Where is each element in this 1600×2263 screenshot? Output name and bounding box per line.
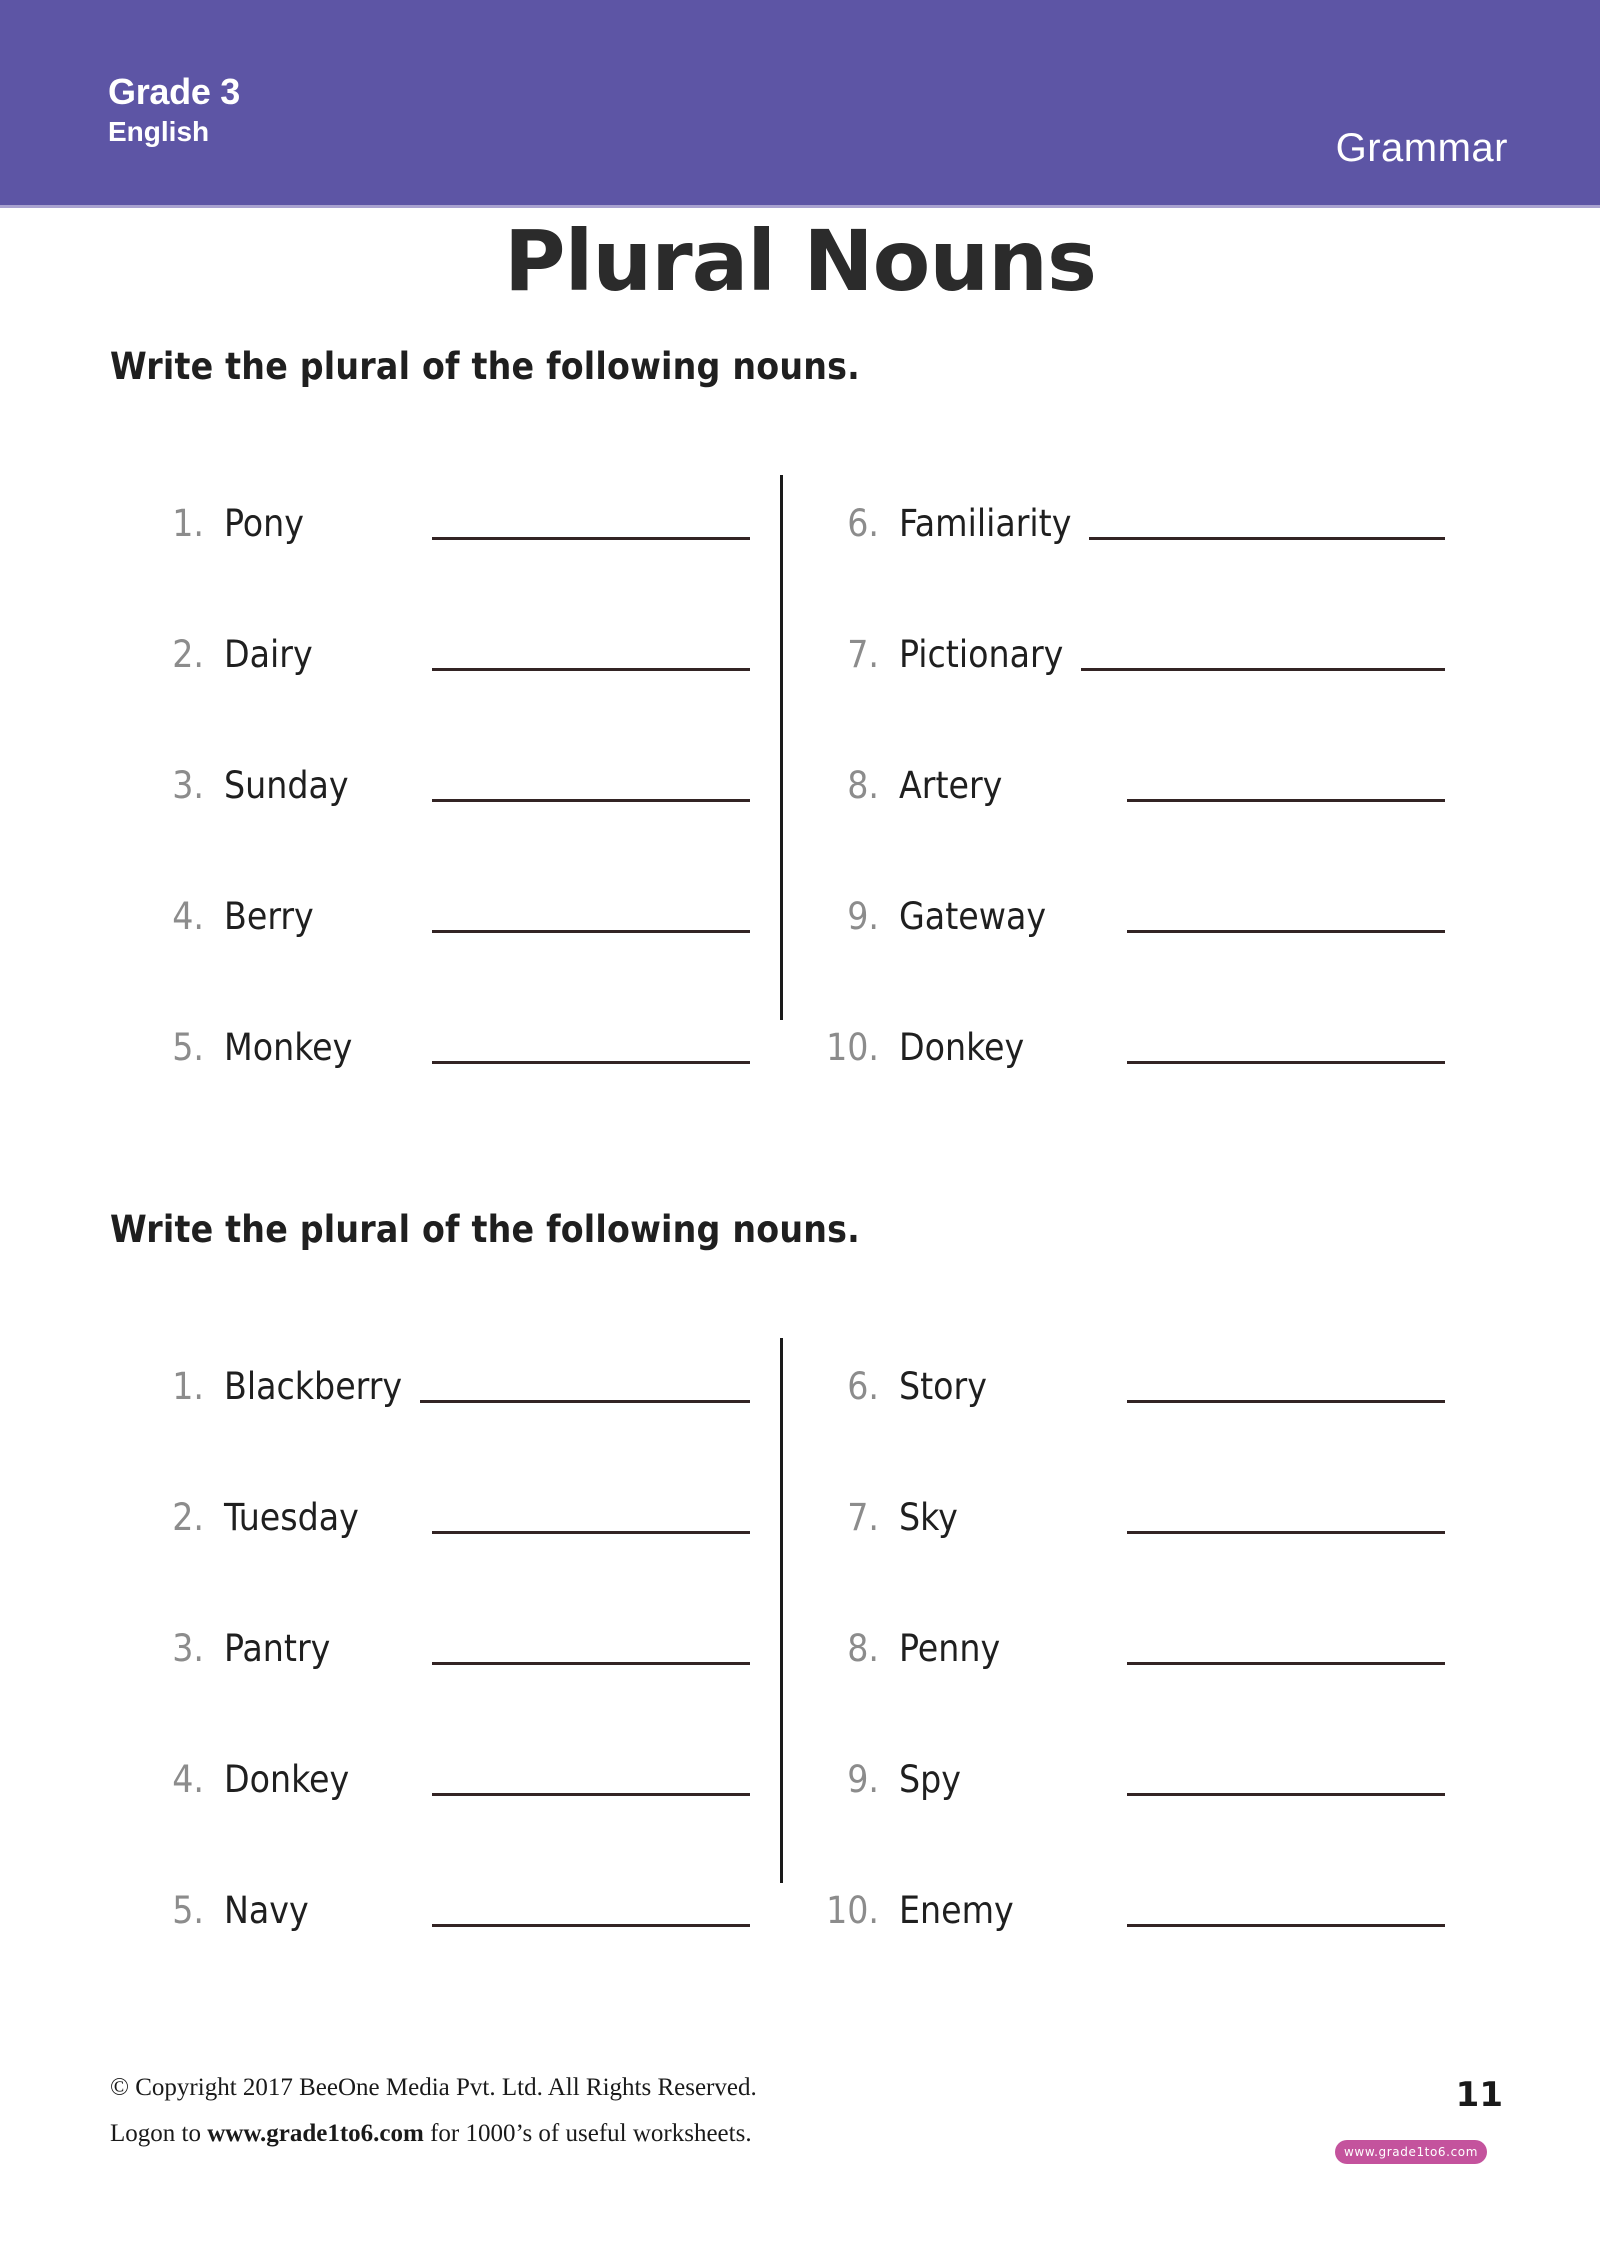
exercise-2-instruction: Write the plural of the following nouns. bbox=[110, 1208, 860, 1251]
question-row bbox=[805, 941, 1445, 1072]
answer-blank-line[interactable] bbox=[1127, 1061, 1445, 1064]
question-row bbox=[805, 679, 1445, 810]
question-word: Story bbox=[899, 1365, 987, 1408]
question-word: Donkey bbox=[899, 1026, 1025, 1069]
question-row bbox=[130, 417, 750, 548]
answer-blank-line[interactable] bbox=[432, 799, 750, 802]
question-number: 10. bbox=[826, 1889, 879, 1932]
question-number: 9. bbox=[847, 1758, 879, 1801]
question-row bbox=[130, 548, 750, 679]
question-number: 4. bbox=[172, 1758, 204, 1801]
answer-blank-line[interactable] bbox=[420, 1400, 750, 1403]
question-number: 5. bbox=[172, 1889, 204, 1932]
question-row bbox=[130, 679, 750, 810]
answer-blank-line[interactable] bbox=[432, 1793, 750, 1796]
footer-copyright-line: © Copyright 2017 BeeOne Media Pvt. Ltd. All Rights Reserved. bbox=[110, 2074, 757, 2101]
question-number: 8. bbox=[847, 764, 879, 807]
question-word: Berry bbox=[224, 895, 314, 938]
question-row bbox=[805, 1542, 1445, 1673]
answer-blank-line[interactable] bbox=[1127, 1793, 1445, 1796]
question-word: Navy bbox=[224, 1889, 309, 1932]
question-row bbox=[805, 417, 1445, 548]
answer-blank-line[interactable] bbox=[1089, 537, 1445, 540]
question-row bbox=[805, 810, 1445, 941]
question-number: 5. bbox=[172, 1026, 204, 1069]
question-word: Donkey bbox=[224, 1758, 350, 1801]
page-number: 11 bbox=[1455, 2075, 1503, 2115]
question-word: Artery bbox=[899, 764, 1003, 807]
answer-blank-line[interactable] bbox=[432, 1924, 750, 1927]
footer-copyright-block bbox=[110, 2065, 757, 2158]
answer-blank-line[interactable] bbox=[1127, 1924, 1445, 1927]
question-word: Gateway bbox=[899, 895, 1047, 938]
question-number: 9. bbox=[847, 895, 879, 938]
question-number: 8. bbox=[847, 1627, 879, 1670]
site-badge[interactable] bbox=[1335, 2140, 1487, 2164]
question-row bbox=[805, 1280, 1445, 1411]
question-number: 2. bbox=[172, 633, 204, 676]
exercise-2-left-column bbox=[130, 1280, 750, 1935]
answer-blank-line[interactable] bbox=[1081, 668, 1445, 671]
question-word: Spy bbox=[899, 1758, 961, 1801]
question-row bbox=[130, 941, 750, 1072]
question-row bbox=[130, 1804, 750, 1935]
header-grade-label: Grade 3 bbox=[108, 71, 240, 112]
question-row bbox=[130, 1542, 750, 1673]
question-number: 7. bbox=[847, 1496, 879, 1539]
exercise-1-column-divider bbox=[780, 475, 783, 1020]
page-title: Plural Nouns bbox=[504, 212, 1096, 310]
question-row bbox=[805, 1804, 1445, 1935]
answer-blank-line[interactable] bbox=[1127, 1400, 1445, 1403]
question-number: 2. bbox=[172, 1496, 204, 1539]
page-header-bar bbox=[0, 0, 1600, 208]
exercise-1-right-column bbox=[805, 417, 1445, 1072]
header-category-label: Grammar bbox=[1335, 126, 1508, 170]
question-word: Tuesday bbox=[224, 1496, 359, 1539]
answer-blank-line[interactable] bbox=[1127, 1531, 1445, 1534]
header-grade-block bbox=[108, 71, 240, 147]
question-word: Dairy bbox=[224, 633, 313, 676]
footer-logon-prefix: Logon to bbox=[110, 2120, 208, 2148]
question-word: Penny bbox=[899, 1627, 1001, 1670]
answer-blank-line[interactable] bbox=[432, 930, 750, 933]
question-word: Pictionary bbox=[899, 633, 1064, 676]
answer-blank-line[interactable] bbox=[432, 1531, 750, 1534]
answer-blank-line[interactable] bbox=[432, 1662, 750, 1665]
footer-logon-suffix: for 1000’s of useful worksheets. bbox=[423, 2120, 752, 2148]
answer-blank-line[interactable] bbox=[432, 537, 750, 540]
question-word: Pony bbox=[224, 502, 304, 545]
question-number: 1. bbox=[172, 502, 204, 545]
question-number: 6. bbox=[847, 1365, 879, 1408]
question-number: 6. bbox=[847, 502, 879, 545]
question-word: Blackberry bbox=[224, 1365, 403, 1408]
question-row bbox=[805, 1673, 1445, 1804]
header-subject-label: English bbox=[108, 116, 210, 147]
answer-blank-line[interactable] bbox=[1127, 799, 1445, 802]
question-number: 3. bbox=[172, 1627, 204, 1670]
question-number: 4. bbox=[172, 895, 204, 938]
question-row bbox=[130, 1280, 750, 1411]
question-word: Sunday bbox=[224, 764, 349, 807]
answer-blank-line[interactable] bbox=[1127, 1662, 1445, 1665]
question-word: Enemy bbox=[899, 1889, 1014, 1932]
question-row bbox=[130, 1411, 750, 1542]
question-word: Sky bbox=[899, 1496, 958, 1539]
exercise-2-right-column bbox=[805, 1280, 1445, 1935]
question-row bbox=[805, 1411, 1445, 1542]
exercise-1-instruction: Write the plural of the following nouns. bbox=[110, 345, 860, 388]
question-word: Familiarity bbox=[899, 502, 1072, 545]
footer-logon-line bbox=[110, 2111, 757, 2157]
question-number: 10. bbox=[826, 1026, 879, 1069]
question-number: 1. bbox=[172, 1365, 204, 1408]
question-row bbox=[130, 1673, 750, 1804]
question-number: 7. bbox=[847, 633, 879, 676]
question-word: Pantry bbox=[224, 1627, 331, 1670]
site-badge-label: www.grade1to6.com bbox=[1343, 2145, 1479, 2159]
question-word: Monkey bbox=[224, 1026, 353, 1069]
question-number: 3. bbox=[172, 764, 204, 807]
exercise-2-column-divider bbox=[780, 1338, 783, 1883]
answer-blank-line[interactable] bbox=[432, 668, 750, 671]
answer-blank-line[interactable] bbox=[1127, 930, 1445, 933]
question-row bbox=[130, 810, 750, 941]
exercise-1-left-column bbox=[130, 417, 750, 1072]
answer-blank-line[interactable] bbox=[432, 1061, 750, 1064]
question-row bbox=[805, 548, 1445, 679]
footer-website-link[interactable]: www.grade1to6.com bbox=[207, 2120, 424, 2148]
